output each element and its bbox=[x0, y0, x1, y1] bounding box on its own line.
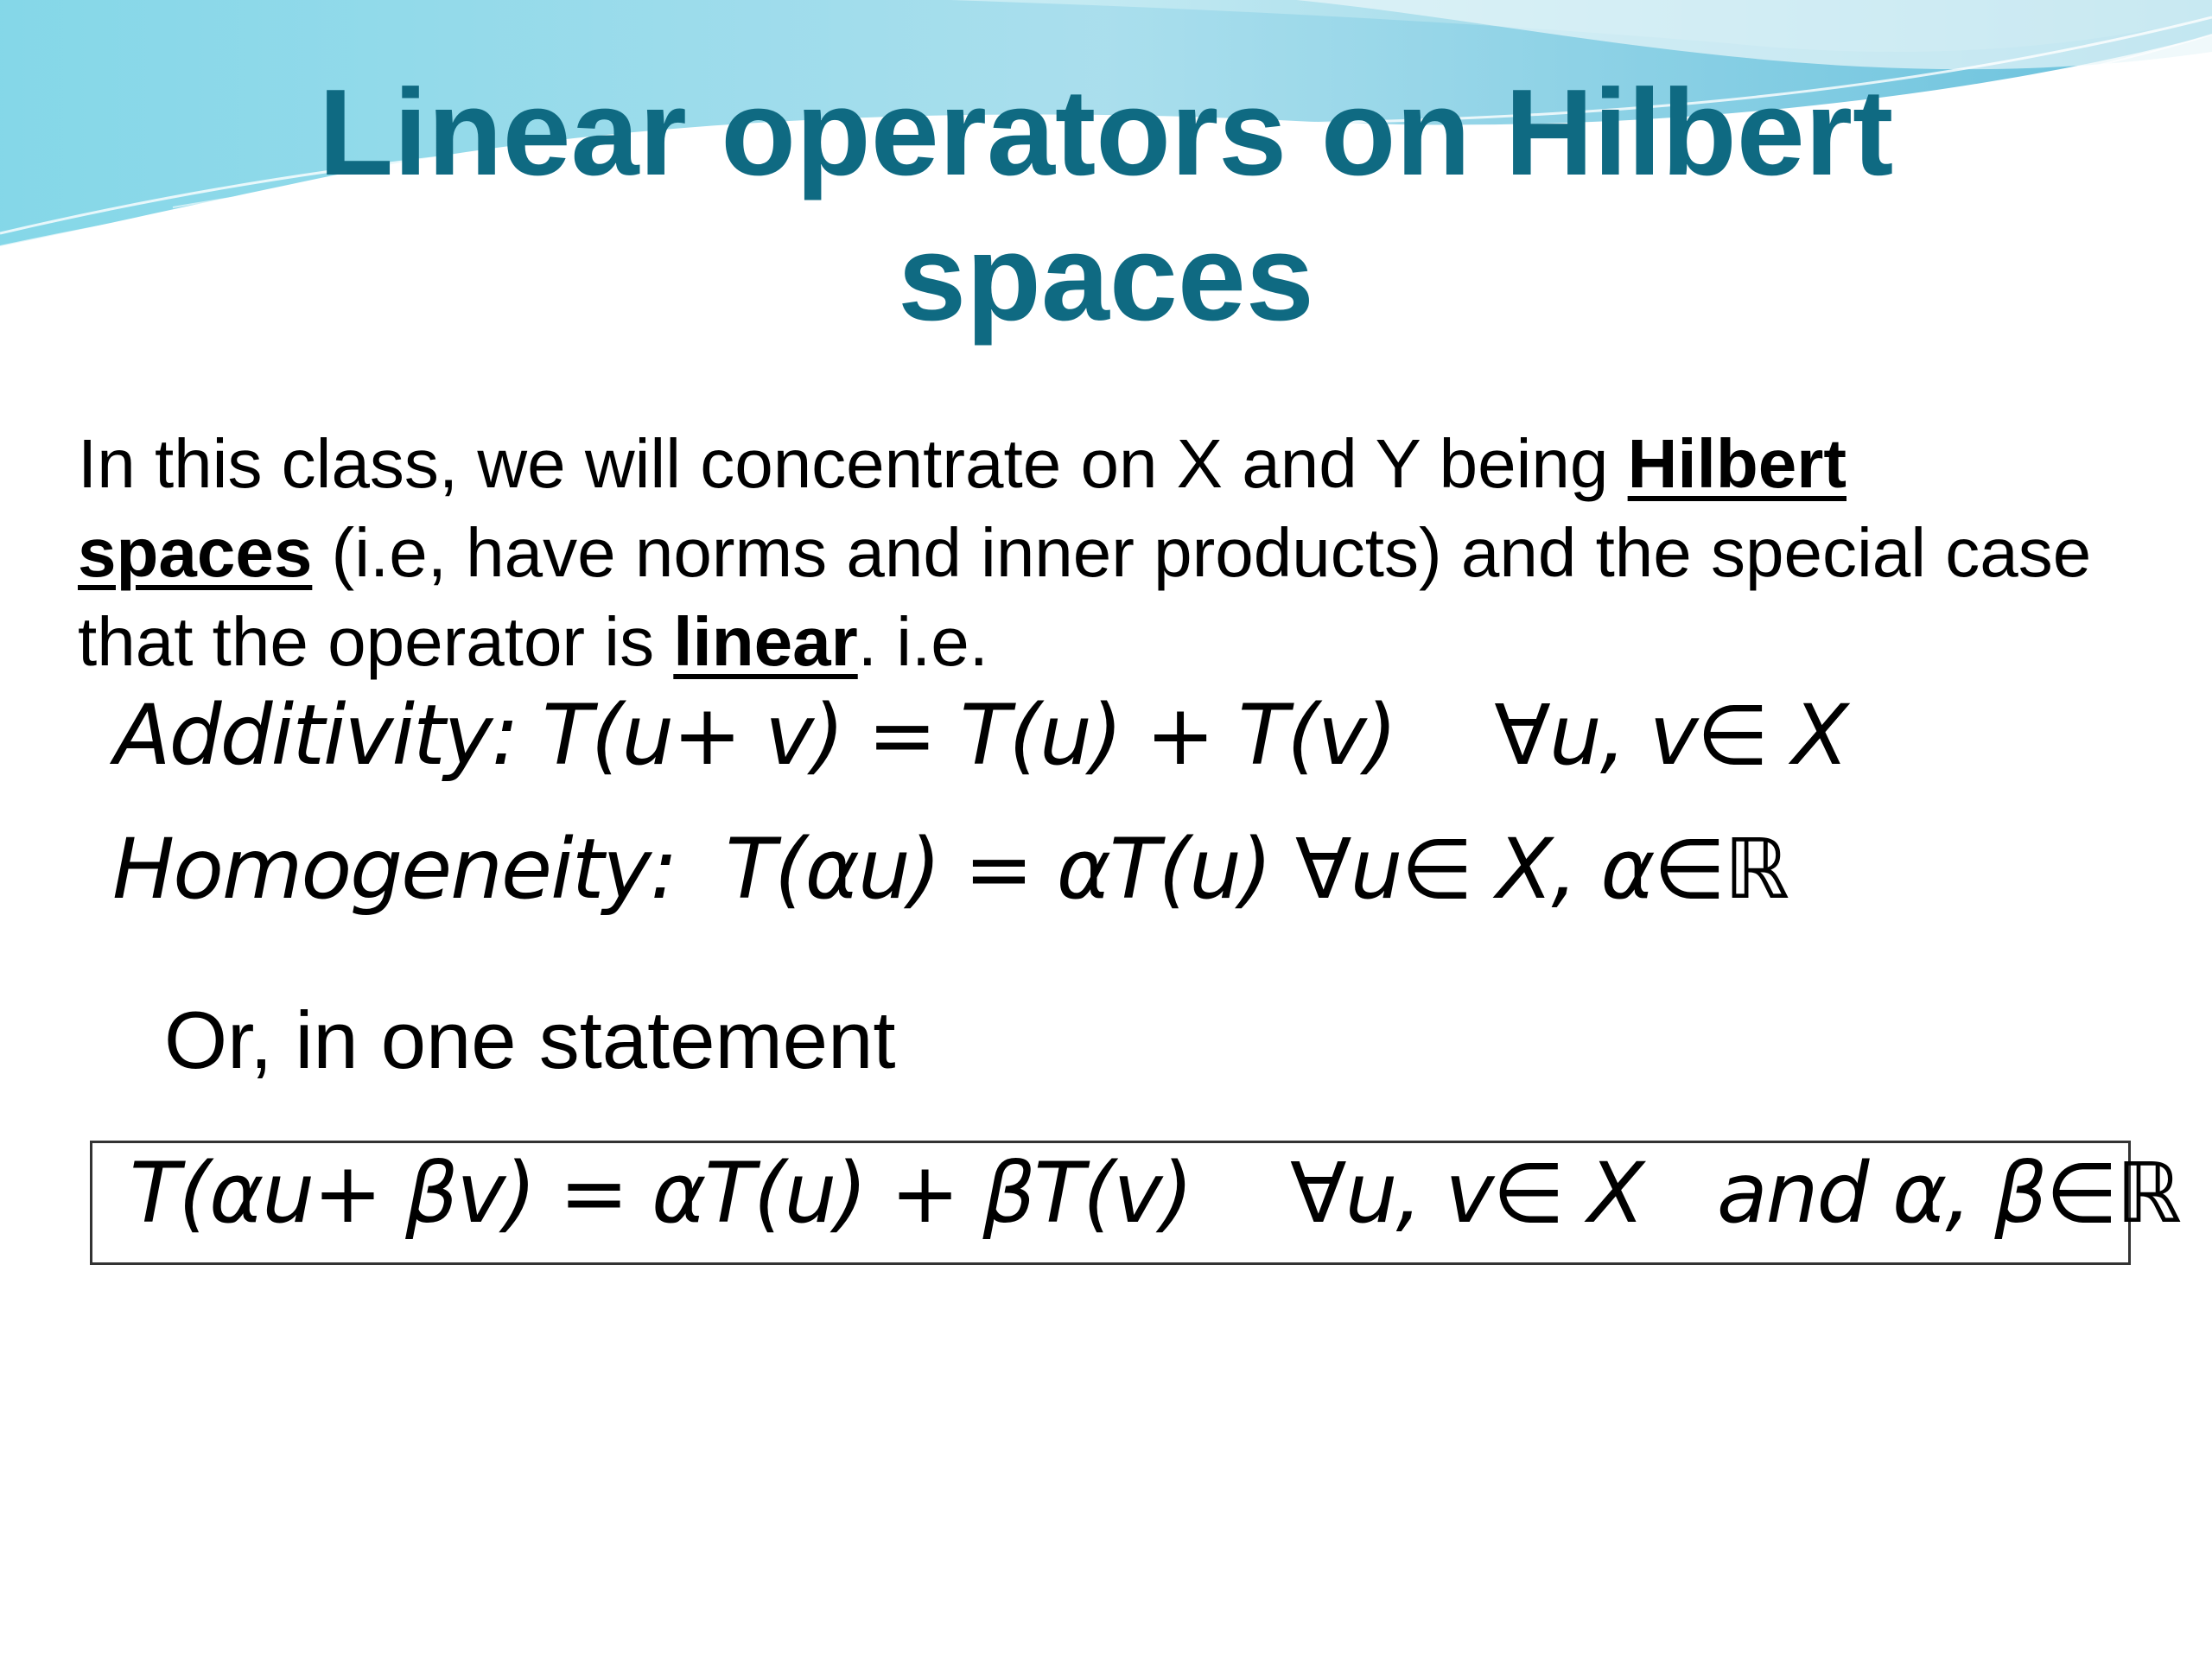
title-line-2: spaces bbox=[898, 209, 1314, 346]
title-line-1: Linear operators on Hilbert bbox=[318, 64, 1894, 201]
homogeneity-equation: Homogeneity: T(αu) = αT(u) ∀u∈ X, α∈ℝ bbox=[112, 821, 1789, 918]
slide-title bbox=[0, 60, 2212, 351]
combined-equation: T(αu+ βv) = αT(u) + βT(v) ∀u, v∈ X and α, β∈ℝ bbox=[130, 1145, 2181, 1242]
linear-term: linear bbox=[673, 603, 858, 680]
or-statement: Or, in one statement bbox=[164, 995, 896, 1085]
intro-paragraph bbox=[78, 419, 2186, 686]
intro-text-3: . i.e. bbox=[857, 603, 988, 680]
intro-text-2: (i.e, have norms and inner products) and the special case that the operator is bbox=[78, 514, 2092, 680]
intro-text-1: In this class, we will concentrate on X and Y being bbox=[78, 425, 1628, 502]
hilbert-term: Hilbert bbox=[1627, 425, 1847, 502]
additivity-equation: Additivity: T(u+ v) = T(u) + T(v) ∀u, v∈ X bbox=[114, 687, 1847, 784]
spaces-term: spaces bbox=[78, 514, 313, 591]
